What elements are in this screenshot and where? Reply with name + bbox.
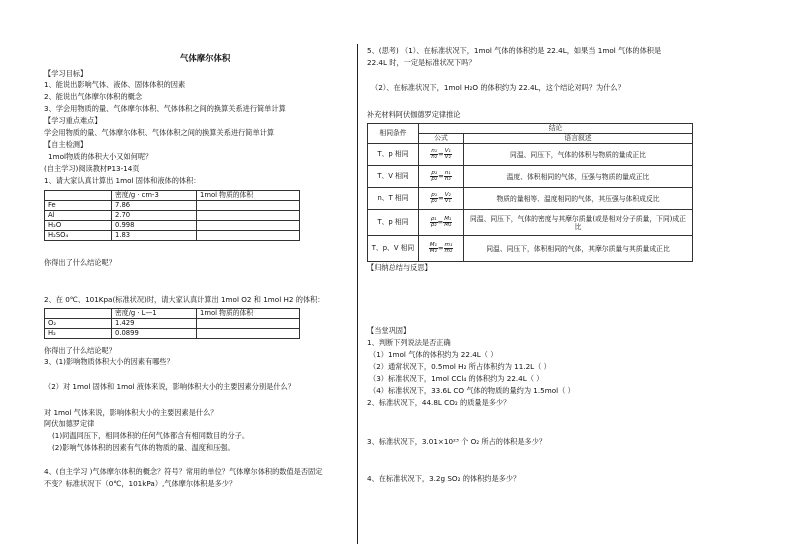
goal-3: 3、学会用物质的量、气体摩尔体积、气体体积之间的换算关系进行简单计算 <box>44 104 286 113</box>
condition-cell: T、p 相同 <box>368 210 419 236</box>
table1-cell: 1.83 <box>112 231 197 241</box>
conclusion-prompt-1: 你得出了什么结论呢？ <box>44 258 116 267</box>
header-formula: 公式 <box>419 134 464 144</box>
formula-cell: $\frac{\text{p₁}}{\text{p₂}}$ = $\frac{\text{V₂}}{\text{V₁}}$ <box>419 188 464 210</box>
table-row <box>45 231 300 241</box>
exercise-3: 3、标准状况下，3.01×10²³ 个 O₂ 所占的体积是多少？ <box>367 437 547 446</box>
table1-cell: H₂SO₄ <box>45 231 112 241</box>
table2-cell: 1.429 <box>112 319 197 329</box>
column-divider <box>357 44 358 544</box>
solid-liquid-table <box>44 190 300 241</box>
key-header: 【学习重点难点】 <box>44 116 102 125</box>
table-row <box>45 211 300 221</box>
condition-cell: T、V 相同 <box>368 166 419 188</box>
question-intro: 1mol物质的体积大小又如何呢？ <box>48 152 153 161</box>
table1-cell: 0.998 <box>112 221 197 231</box>
table-row <box>368 188 693 210</box>
formula-cell: $\frac{\text{p₁}}{\text{p₂}}$ = $\frac{\text{n₁}}{\text{n₂}}$ <box>419 166 464 188</box>
table2-header-2: 1mol 物质的体积 <box>197 309 300 319</box>
exercise-1-item-1: （1）1mol 气体的体积约为 22.4L（ ） <box>369 350 498 359</box>
statement-cell: 同温、同压下，气体的体积与物质的量成正比 <box>464 144 693 166</box>
condition-cell: T、p、V 相同 <box>368 236 419 262</box>
avogadro-law-1: (1)同温同压下，相同体积的任何气体都含有相同数目的分子。 <box>52 431 250 440</box>
formula-cell: $\frac{\text{M₁}}{\text{M₂}}$ = $\frac{\text{m₁}}{\text{m₂}}$ <box>419 236 464 262</box>
table-row <box>368 210 693 236</box>
exercise-1-item-3: （3）标准状况下，1mol CCl₄ 的体积约为 22.4L（ ） <box>369 374 544 383</box>
page-title: 气体摩尔体积 <box>180 53 231 63</box>
table2-cell: O₂ <box>45 319 112 329</box>
table-row <box>45 329 300 339</box>
question-4-line-2: 不变？标准状况下（0℃，101kPa）,气体摩尔体积是多少？ <box>44 479 237 488</box>
exercise-1-item-4: （4）标准状况下，33.6L CO 气体的物质的量约为 1.5mol（ ） <box>369 386 575 395</box>
table-row <box>368 166 693 188</box>
question-3-2: （2）对 1mol 固体和 1mol 液体来说，影响体积大小的主要因素分别是什么？ <box>44 382 295 391</box>
supplement-title: 补充材料阿伏伽德罗定律推论 <box>367 110 461 119</box>
header-text: 语言叙述 <box>464 134 693 144</box>
summary-header: 【归纳总结与反思】 <box>367 263 432 272</box>
table1-header-1: 密度/g · cm-3 <box>112 191 197 201</box>
header-conclusion: 结论 <box>419 124 693 134</box>
consolidate-header: 【当堂巩固】 <box>367 326 411 335</box>
goals-header: 【学习目标】 <box>44 69 88 78</box>
table2-header-1: 密度/g · L—1 <box>112 309 197 319</box>
table-row <box>368 144 693 166</box>
question-3-3: 对 1mol 气体来说，影响体积大小的主要因素是什么？ <box>44 408 218 417</box>
question-5-part-2: （2）、在标准状况下，1mol H₂O 的体积约为 22.4L，这个结论对吗？为什么？ <box>371 83 625 92</box>
exercise-1-item-2: （2）通常状况下，0.5mol H₂ 所占体积约为 11.2L（ ） <box>369 362 551 371</box>
statement-cell: 物质的量相等、温度相同的气体，其压强与体积成反比 <box>464 188 693 210</box>
statement-cell: 同温、同压下，气体的密度与其摩尔质量(或是相对分子质量，下同)成正比 <box>464 210 693 236</box>
table-row <box>45 221 300 231</box>
table1-answer-cell[interactable] <box>197 211 300 221</box>
question-5-line-1: 5、(思考) （1）、在标准状况下，1mol 气体的体积约是 22.4L，如果当 1mol 气体的体积是 <box>367 46 662 55</box>
goal-2: 2、能说出气体摩尔体积的概念 <box>44 92 143 101</box>
table1-cell: 7.86 <box>112 201 197 211</box>
statement-cell: 同温、同压下，体积相同的气体，其摩尔质量与其质量成正比 <box>464 236 693 262</box>
table1-answer-cell[interactable] <box>197 221 300 231</box>
table1-cell: H₂O <box>45 221 112 231</box>
goal-1: 1、能说出影响气体、液体、固体体积的因素 <box>44 80 186 89</box>
table2-cell: 0.0899 <box>112 329 197 339</box>
table-row <box>45 319 300 329</box>
question-2: 2、在 0℃、101Kpa(标准状况)时，请大家认真计算出 1mol O2 和 1mol H2 的体积： <box>44 295 325 304</box>
condition-cell: n、T 相同 <box>368 188 419 210</box>
table-row <box>368 236 693 262</box>
table2-header-0 <box>45 309 112 319</box>
statement-cell: 温度、体积相同的气体，压强与物质的量成正比 <box>464 166 693 188</box>
question-1: 1、请大家认真计算出 1mol 固体和液体的体积： <box>44 176 201 185</box>
table1-cell: 2.70 <box>112 211 197 221</box>
exercise-1: 1、判断下列说法是否正确 <box>367 338 451 347</box>
key-text: 学会用物质的量、气体摩尔体积、气体体积之间的换算关系进行简单计算 <box>44 128 275 137</box>
formula-cell: $\frac{\text{ρ₁}}{\text{ρ₂}}$ = $\frac{\text{M₁}}{\text{M₂}}$ <box>419 210 464 236</box>
exercise-2: 2、标准状况下，44.8L CO₂ 的质量是多少？ <box>367 398 511 407</box>
question-5-line-2: 22.4L 时，一定是标准状况下吗？ <box>367 58 476 67</box>
table2-cell: H₂ <box>45 329 112 339</box>
avogadro-inference-table <box>367 123 693 262</box>
header-condition: 相同条件 <box>368 124 419 144</box>
conclusion-prompt-2: 你得出了什么结论呢？ <box>44 346 116 355</box>
table1-header-0 <box>45 191 112 201</box>
table1-header-2: 1mol 物质的体积 <box>197 191 300 201</box>
table2-answer-cell[interactable] <box>197 319 300 329</box>
formula-cell: $\frac{\text{n₁}}{\text{n₂}}$ = $\frac{\text{V₁}}{\text{V₂}}$ <box>419 144 464 166</box>
table1-cell: Fe <box>45 201 112 211</box>
table2-answer-cell[interactable] <box>197 329 300 339</box>
question-4-line-1: 4、(自主学习 )气体摩尔体积的概念？符号？常用的单位？气体摩尔体积的数值是否固定 <box>44 467 323 476</box>
question-3-1: 3、(1)影响物质体积大小的因素有哪些？ <box>44 357 174 366</box>
table1-answer-cell[interactable] <box>197 231 300 241</box>
exercise-4: 4、在标准状况下，3.2g SO₂ 的体积约是多少？ <box>367 474 521 483</box>
table-row <box>45 201 300 211</box>
avogadro-law-title: 阿伏加德罗定律 <box>44 419 95 428</box>
table1-answer-cell[interactable] <box>197 201 300 211</box>
table1-cell: Al <box>45 211 112 221</box>
self-study-note: (自主学习)阅读教材P13-14页 <box>44 164 140 173</box>
gas-density-table <box>44 308 300 339</box>
self-header: 【自主检测】 <box>44 140 88 149</box>
avogadro-law-2: (2)影响气体体积的因素有气体的物质的量、温度和压强。 <box>52 443 235 452</box>
condition-cell: T、p 相同 <box>368 144 419 166</box>
